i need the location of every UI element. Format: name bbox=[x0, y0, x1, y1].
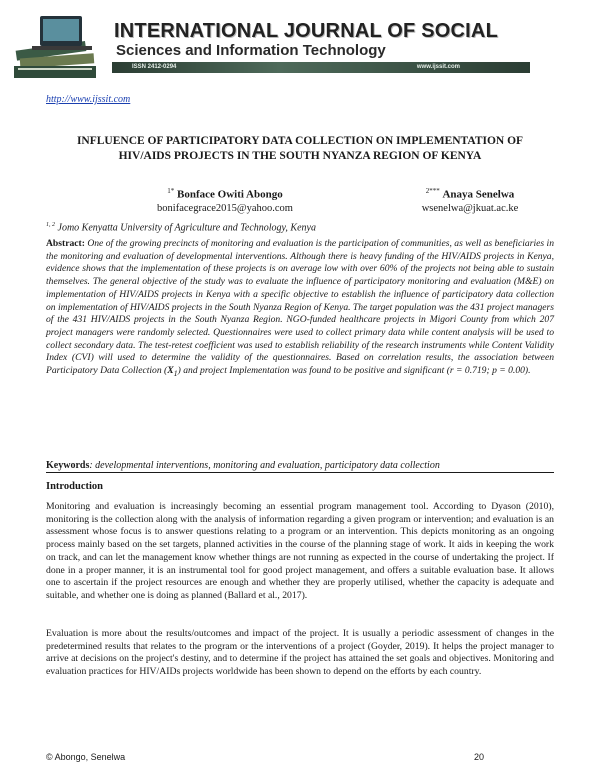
abstract-text-b: ) and project Implementation was found to be positive and significant (r = 0.719; p = 0.00). bbox=[177, 365, 531, 377]
intro-paragraph-2: Evaluation is more about the results/outcomes and impact of the project. It is usually a periodic assessment of changes in the predetermined results that relates to the program or the interventions of a project (Goyder, 2019). It helps the project manager to arrive at decisions on the project's destiny, and to determine if the project has attained the set goals and objectives. Monitoring and evaluation practices for HIV/AIDs projects worldwide has been shown to depend on the efforts by each country. bbox=[46, 628, 554, 678]
affiliation bbox=[46, 222, 316, 233]
author-1-marker: 1* bbox=[167, 187, 175, 195]
journal-title: INTERNATIONAL JOURNAL OF SOCIAL bbox=[114, 20, 498, 42]
author-2 bbox=[400, 184, 540, 216]
abstract-label: Abstract: bbox=[46, 238, 85, 249]
affiliation-marker: 1, 2 bbox=[46, 222, 55, 228]
paper-title-line-1: INFLUENCE OF PARTICIPATORY DATA COLLECTION ON IMPLEMENTATION OF bbox=[76, 135, 524, 147]
issn: ISSN 2412-0294 bbox=[132, 64, 177, 70]
keywords bbox=[46, 460, 554, 473]
abstract bbox=[46, 238, 554, 381]
affiliation-text: Jomo Kenyatta University of Agriculture and Technology, Kenya bbox=[57, 222, 316, 234]
paper-title bbox=[40, 134, 560, 164]
page-number: 20 bbox=[474, 752, 485, 762]
intro-paragraph-1: Monitoring and evaluation is increasingly becoming an essential program management tool. According to Dyason (2010), monitoring is the collection along with the analysis of information regarding a given program or intervention; and evaluation is an assessment whose focus is to answer questions relating to a program or an intervention. This depicts monitoring as an ongoing process mainly based on the set targets, planned activities in the course of the planning stage of work. It aids in keeping the work on track, and can let the management know whether things are not running as expected in the course of undertaking the project. If done in a proper manner, it is an instrumental tool for good project management, and offers a suitable evaluation base. It allows one to ascertain if the project resources are enough and whether they are properly utilised, whether the capacity is adequate and suitable, and whether one is doing as planned (Ballard et al., 2017). bbox=[46, 501, 554, 601]
journal-subtitle: Sciences and Information Technology bbox=[116, 42, 386, 59]
author-1-name: Bonface Owiti Abongo bbox=[177, 188, 283, 201]
journal-url-link[interactable]: http://www.ijssit.com bbox=[46, 94, 131, 105]
keywords-label: Keywords bbox=[46, 460, 90, 471]
author-1 bbox=[140, 184, 310, 216]
author-2-email[interactable]: wsenelwa@jkuat.ac.ke bbox=[421, 202, 519, 214]
abstract-text-a: One of the growing precincts of monitoring and evaluation is the participation of communities, as well as beneficiaries in the monitoring and evaluation of developmental interventions. Although there is heavy funding of the HIV/AIDS projects in Kenya, evidence shows that the implementation of these projects is on average low with over 60% of the projects not being able to sustain themselves. The general objective of the study was to evaluate the influence of participatory monitoring and evaluation (M&E) on implementation of HIV/AIDS projects in Kenya with a specific objective to establish the influence of participatory data collection on implementation of HIV/AIDS projects in the South Nyanza Region of Kenya. The target population was the 431 project managers of the 431 HIV/AIDS projects in the South Nyanza Region. NGO-funded healthcare projects in Migori County from which 207 project managers were randomly selected. Questionnaires were used to collect primary data while content analysis will be used to collect secondary data. The test-retest coefficient was used to establish reliability of the research instruments while Content Validity Index (CVI) will used to determine the validity of the questionnaires. Based on correlation results, the association between Participatory Data Collection ( bbox=[46, 238, 554, 377]
keywords-list: : developmental interventions, monitoring and evaluation, participatory data collection bbox=[89, 460, 440, 471]
journal-website: www.ijssit.com bbox=[416, 64, 460, 70]
journal-logo-books-icon bbox=[10, 10, 110, 88]
author-1-email[interactable]: bonifacegrace2015@yahoo.com bbox=[157, 202, 293, 214]
introduction-heading: Introduction bbox=[46, 481, 103, 492]
journal-banner bbox=[10, 10, 530, 88]
footer-copyright: © Abongo, Senelwa bbox=[46, 752, 126, 762]
author-2-name: Anaya Senelwa bbox=[442, 188, 515, 201]
journal-info-strip bbox=[112, 62, 530, 73]
abstract-variable-subscript: 1 bbox=[173, 368, 178, 378]
paper-title-line-2: HIV/AIDS PROJECTS IN THE SOUTH NYANZA REGION OF KENYA bbox=[118, 150, 482, 162]
abstract-variable: X bbox=[167, 365, 174, 377]
author-2-marker: 2*** bbox=[425, 187, 440, 195]
